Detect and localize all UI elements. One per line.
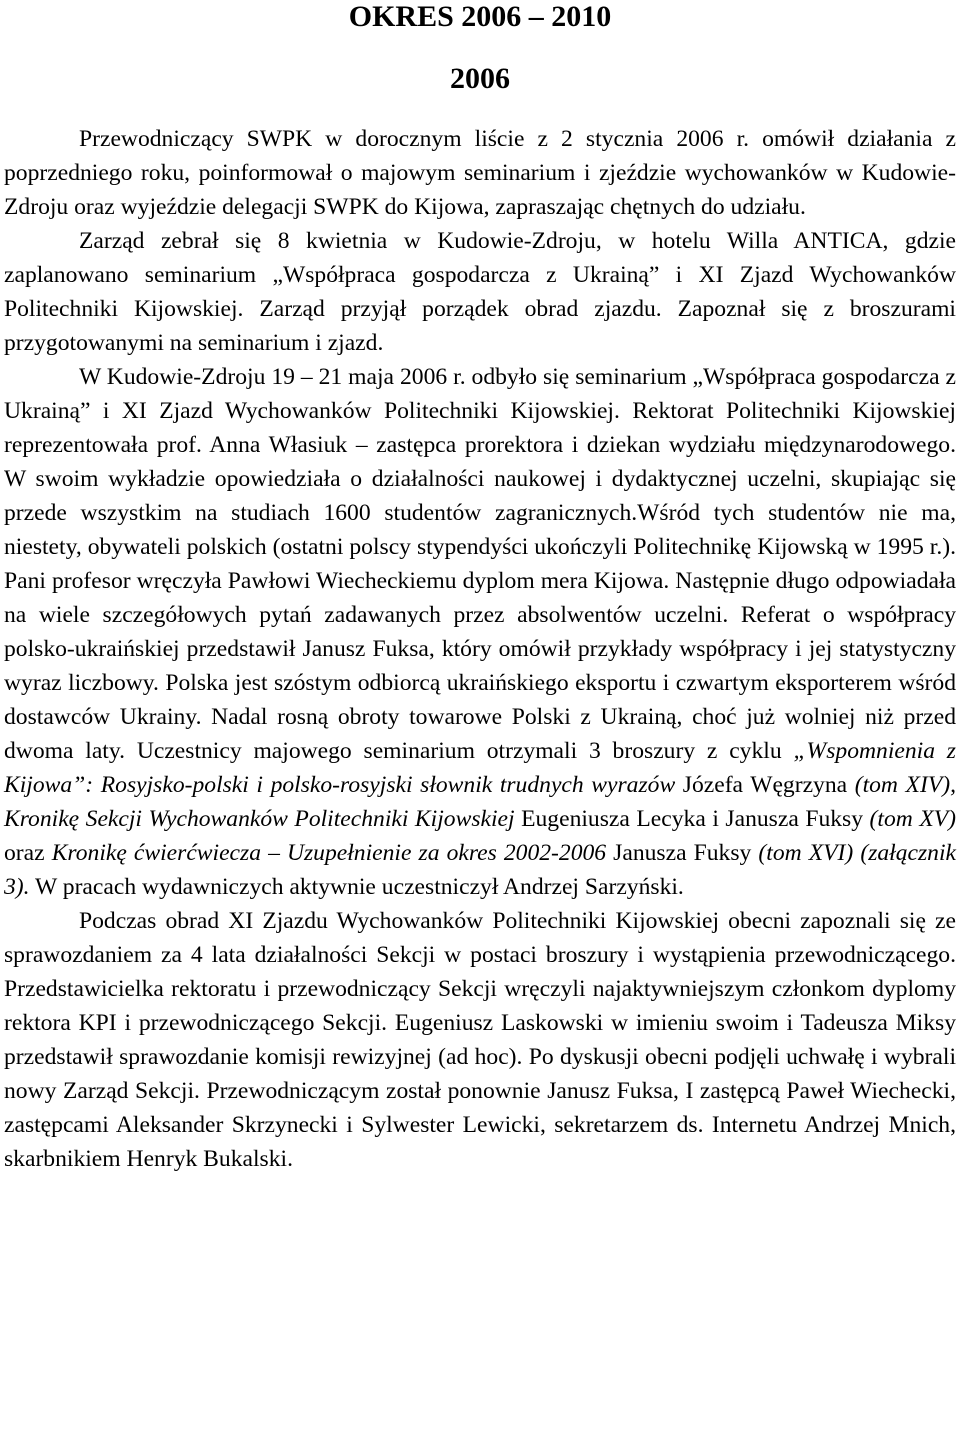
document-body (4, 122, 956, 1176)
paragraph-text: Józefa Węgrzyna (675, 772, 855, 798)
italic-volume: (tom XV) (869, 806, 957, 832)
italic-book-title: (tom XIV), Kronikę Sekcji Wychowanków Politechniki Kijowskiej (4, 772, 956, 832)
paragraph-text: Podczas obrad XI Zjazdu Wychowanków Politechniki Kijowskiej obecni zapoznali się ze sprawozdaniem za 4 lata działalności Sekcji w postaci broszury i wystąpienia przewodniczącego. Przedstawicielka rektoratu i przewodniczący Sekcji wręczyli najaktywniejszym członkom dyplomy rektora KPI i przewodniczącego Sekcji. Eugeniusz Laskowski w imieniu swoim i Tadeusza Miksy przedstawił sprawozdanie komisji rewizyjnej (ad hoc). Po dyskusji obecni podjęli uchwałę i wybrali nowy Zarząd Sekcji. Przewodniczącym został ponownie Janusz Fuksa, I zastępcą Paweł Wiechecki, zastępcami Aleksander Skrzynecki i Sylwester Lewicki, sekretarzem ds. Internetu Andrzej Mnich, skarbnikiem Henryk Bukalski. (4, 908, 956, 1172)
section-year-heading: 2006 (450, 62, 510, 95)
paragraph-text: Przewodniczący SWPK w dorocznym liście z 2 stycznia 2006 r. omówił działania z poprzedniego roku, poinformował o majowym seminarium i zjeździe wychowanków w Kudowie-Zdroju oraz wyjeździe delegacji SWPK do Kijowa, zapraszając chętnych do udziału. (4, 126, 956, 220)
paragraph-2 (4, 224, 956, 360)
italic-book-title: „Wspomnienia z Kijowa”: Rosyjsko-polski i polsko-rosyjski słownik trudnych wyrazów (4, 738, 956, 798)
italic-book-title: Kronikę ćwierćwiecza – Uzupełnienie za okres 2002-2006 (51, 840, 607, 866)
paragraph-text: Janusza Fuksy (606, 840, 759, 866)
paragraph-text: oraz (4, 840, 52, 866)
paragraph-text: W Kudowie-Zdroju 19 – 21 maja 2006 r. odbyło się seminarium „Współpraca gospodarcza z Ukrainą” i XI Zjazd Wychowanków Politechniki Kijowskiej. Rektorat Politechniki Kijowskiej reprezentowała prof. Anna Własiuk – zastępca prorektora i dziekan wydziału międzynarodowego. W swoim wykładzie opowiedziała o działalności naukowej i dydaktycznej uczelni, skupiając się przede wszystkim na studiach 1600 studentów zagranicznych.Wśród tych studentów nie ma, niestety, obywateli polskich (ostatni polscy stypendyści ukończyli Politechnikę Kijowską w 1995 r.). Pani profesor wręczyła Pawłowi Wiecheckiemu dyplom mera Kijowa. Następnie długo odpowiadała na wiele szczegółowych pytań zadawanych przez absolwentów uczelni. Referat o współpracy polsko-ukraińskiej przedstawił Janusz Fuksa, który omówił przykłady współpracy i jej statystyczny wyraz liczbowy. Polska jest szóstym odbiorcą ukraińskiego eksportu i czwartym eksporterem wśród dostawców Ukrainy. Nadal rosną obroty towarowe Polski z Ukrainą, choć już wolniej niż przed dwoma laty. Uczestnicy majowego seminarium otrzymali 3 broszury z cyklu (4, 364, 956, 764)
paragraph-1 (4, 122, 956, 224)
italic-volume: (tom XVI) (załącznik 3). (4, 840, 957, 900)
document-title: OKRES 2006 – 2010 (348, 0, 612, 33)
paragraph-text: W pracach wydawniczych aktywnie uczestniczył Andrzej Sarzyński. (29, 874, 684, 900)
document-page (4, 0, 956, 1176)
paragraph-text: Eugeniusza Lecyka i Janusza Fuksy (514, 806, 870, 832)
paragraph-4 (4, 904, 956, 1176)
paragraph-text: Zarząd zebrał się 8 kwietnia w Kudowie-Zdroju, w hotelu Willa ANTICA, gdzie zaplanowano seminarium „Współpraca gospodarcza z Ukrainą” i XI Zjazd Wychowanków Politechniki Kijowskiej. Zarząd przyjął porządek obrad zjazdu. Zapoznał się z broszurami przygotowanymi na seminarium i zjazd. (4, 228, 956, 356)
paragraph-3 (4, 360, 956, 904)
